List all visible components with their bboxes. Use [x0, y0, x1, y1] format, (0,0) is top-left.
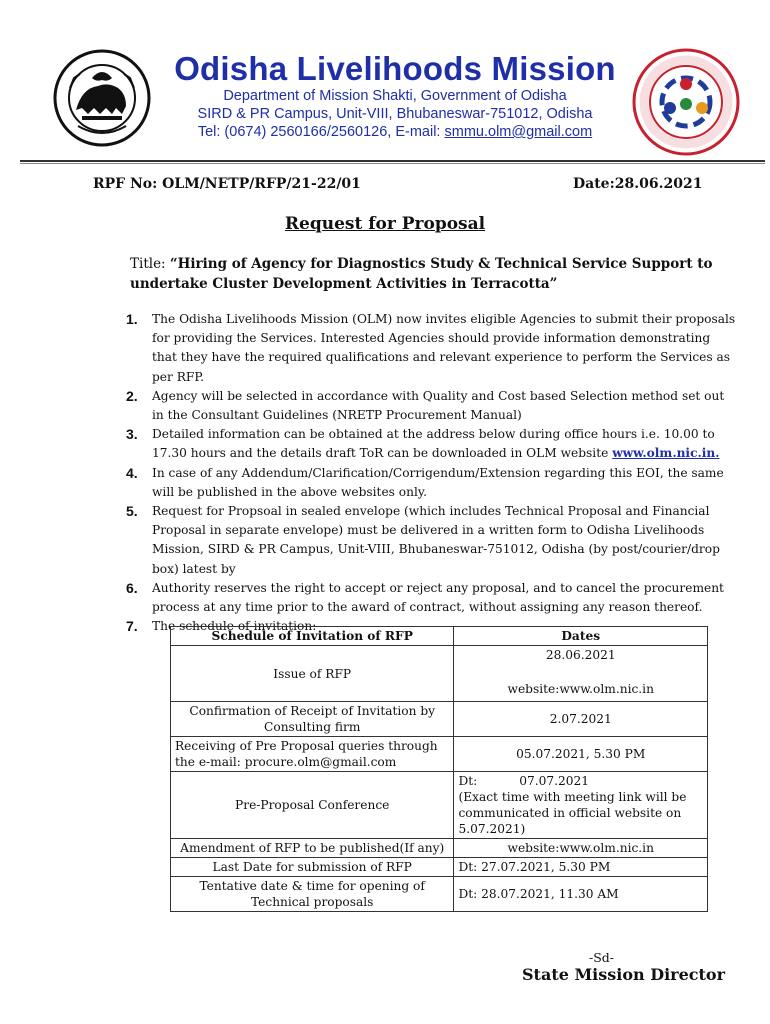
- list-item: [126, 502, 736, 579]
- title-prefix: Title:: [130, 256, 170, 272]
- list-item: [126, 579, 736, 617]
- date-label: Dt:: [458, 774, 478, 788]
- document-title: Request for Proposal: [284, 214, 486, 234]
- item-number: 6.: [126, 579, 138, 596]
- header-divider-thin: [20, 163, 765, 164]
- instructions-list: [126, 310, 736, 636]
- item-number: 4.: [126, 464, 138, 481]
- date-value: 28.06.2021: [545, 648, 616, 662]
- letterhead: [0, 0, 770, 160]
- date-website: website:www.olm.nic.in: [507, 682, 654, 696]
- date-cell: [454, 646, 708, 702]
- item-text: The Odisha Livelihoods Mission (OLM) now invites eligible Agencies to submit their proposals for providing the Services. Interested Agencies should provide information demonstrating that they have the required qualifications and relevant experience to perform the Services as per RFP.: [152, 312, 736, 384]
- column-header: Schedule of Invitation of RFP: [171, 627, 454, 646]
- item-number: 2.: [126, 387, 138, 404]
- header-divider: [20, 160, 765, 162]
- item-text: In case of any Addendum/Clarification/Corrigendum/Extension regarding this EOI, the same will be published in the above websites only.: [152, 465, 724, 499]
- table-row: [171, 702, 708, 737]
- table-row: [171, 839, 708, 858]
- event-cell: Issue of RFP: [171, 646, 454, 702]
- item-number: 1.: [126, 311, 138, 327]
- item-text: Detailed information can be obtained at the address below during office hours i.e. 10.00 to 17.30 hours and the details draft ToR can be downloaded in OLM website: [152, 427, 715, 461]
- event-cell: Last Date for submission of RFP: [171, 858, 454, 877]
- date-cell: website:www.olm.nic.in: [454, 839, 708, 858]
- signatory-designation: State Mission Director: [522, 965, 726, 984]
- list-item: [126, 387, 736, 425]
- date-note: (Exact time with meeting link will be communicated in official website on 5.07.2021): [458, 790, 687, 836]
- table-row: [171, 877, 708, 912]
- date-cell: 2.07.2021: [454, 702, 708, 737]
- title-text: “Hiring of Agency for Diagnostics Study & Technical Service Support to undertake Cluster Development Activities in Terracotta”: [130, 256, 713, 292]
- rpf-date: Date:28.06.2021: [573, 176, 703, 192]
- event-cell: Confirmation of Receipt of Invitation by Consulting firm: [171, 702, 454, 737]
- item-text: Request for Propsoal in sealed envelope (which includes Technical Proposal and Financial Proposal in separate envelope) must be delivered in a written form to Odisha Livelihoods Mission, SIRD & PR Campus, Unit-VIII, Bhubaneswar-751012, Odisha (by post/courier/drop box) latest by: [152, 504, 720, 576]
- table-row: [171, 772, 708, 839]
- date-cell: Dt: 28.07.2021, 11.30 AM: [454, 877, 708, 912]
- item-number: 7.: [126, 618, 138, 635]
- department-line: Department of Mission Shakti, Government of Odisha: [223, 88, 567, 104]
- event-cell: Receiving of Pre Proposal queries through the e-mail: procure.olm@gmail.com: [171, 737, 454, 772]
- event-cell: Amendment of RFP to be published(If any): [171, 839, 454, 858]
- item-text: Agency will be selected in accordance with Quality and Cost based Selection method set out in the Consultant Guidelines (NRETP Procurement Manual): [152, 388, 725, 423]
- organization-name: Odisha Livelihoods Mission: [174, 50, 616, 87]
- table-header-row: [171, 627, 708, 646]
- table-row: [171, 646, 708, 702]
- date-cell: [454, 772, 708, 839]
- signature-mark: -Sd-: [589, 950, 615, 965]
- list-item: [126, 464, 736, 502]
- event-cell: Tentative date & time for opening of Technical proposals: [171, 877, 454, 912]
- table-row: [171, 858, 708, 877]
- contact-line: [165, 124, 625, 140]
- event-cell: Pre-Proposal Conference: [171, 772, 454, 839]
- item-number: 5.: [126, 503, 138, 520]
- schedule-table: [170, 626, 708, 912]
- date-value: 07.07.2021: [519, 774, 589, 788]
- item-text: The schedule of invitation:: [152, 619, 317, 634]
- date-cell: 05.07.2021, 5.30 PM: [454, 737, 708, 772]
- contact-prefix: Tel: (0674) 2560166/2560126, E-mail:: [197, 124, 445, 140]
- table-row: [171, 737, 708, 772]
- column-header: Dates: [454, 627, 708, 646]
- date-line: [458, 773, 703, 789]
- rpf-number: RPF No: OLM/NETP/RFP/21-22/01: [93, 176, 361, 192]
- odisha-emblem-logo: [52, 48, 152, 148]
- list-item: [126, 310, 736, 387]
- olm-logo: [630, 46, 742, 158]
- email-link[interactable]: smmu.olm@gmail.com: [444, 124, 593, 140]
- address-line: SIRD & PR Campus, Unit-VIII, Bhubaneswar-751012, Odisha: [197, 106, 593, 122]
- website-link[interactable]: www.olm.nic.in.: [612, 446, 720, 461]
- date-cell: Dt: 27.07.2021, 5.30 PM: [454, 858, 708, 877]
- item-number: 3.: [126, 426, 138, 443]
- list-item: [126, 425, 736, 463]
- proposal-title: [130, 254, 740, 294]
- item-text: Authority reserves the right to accept or reject any proposal, and to cancel the procurement process at any time prior to the award of contract, without assigning any reason thereof.: [152, 580, 724, 615]
